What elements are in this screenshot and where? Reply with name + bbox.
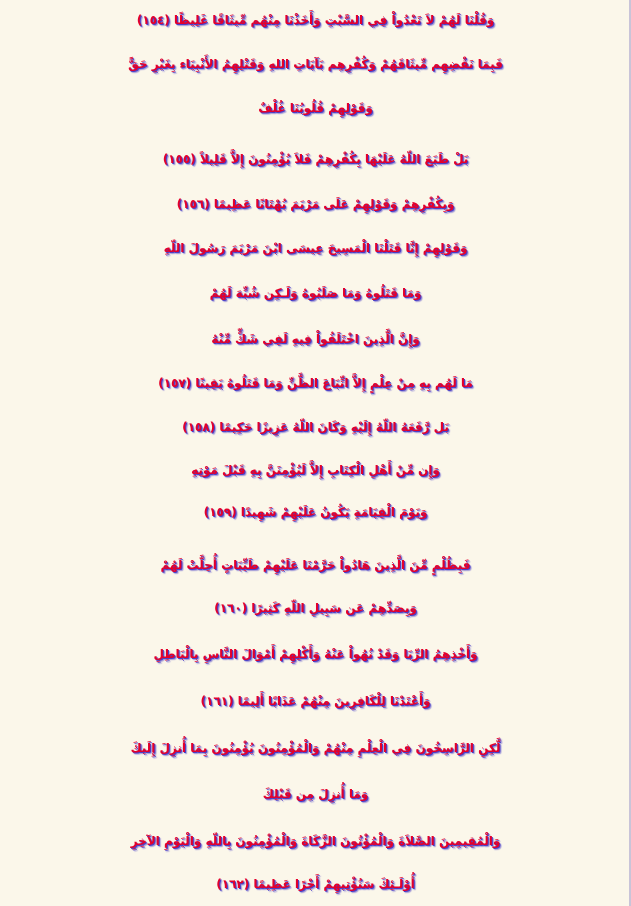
verse-line: وَبِكُفْرِهِمْ وَقَوْلِهِمْ عَلَى مَرْيَمَ بُهْتَانًا عَظِيمًا (١٥٦) [176, 197, 455, 211]
verse-line: وَأَخْذِهِمُ الرِّبَا وَقَدْ نُهُواْ عَنْهُ وَأَكْلِهِمْ أَمْوَالَ النَّاسِ بِالْبَاطِلِ [153, 647, 478, 661]
verse-line: وَقَوْلِهِمْ قُلُوبُنَا غُلْفٌ [258, 101, 373, 115]
verse-line: لَّكِنِ الرَّاسِخُونَ فِي الْعِلْمِ مِنْهُمْ وَالْمُؤْمِنُونَ يُؤْمِنُونَ بِمَا أُنزِلَ إِلَيكَ [130, 741, 501, 755]
verse-line: أُوْلَـئِكَ سَنُؤْتِيهِمْ أَجْرًا عَظِيمًا (١٦٢) [216, 877, 415, 891]
verse-line: وَالْمُقِيمِينَ الصَّلاَةَ وَالْمُؤْتُونَ الزَّكَاةَ وَالْمُؤْمِنُونَ بِاللّهِ وَالْيَوْمِ الآخِرِ [130, 834, 501, 848]
verse-line: مَا لَهُم بِهِ مِنْ عِلْمٍ إِلاَّ اتِّبَاعَ الظَّنِّ وَمَا قَتَلُوهُ يَقِينًا (١٥٧) [158, 376, 473, 390]
verse-line: بَل رَّفَعَهُ اللّهُ إِلَيْهِ وَكَانَ اللّهُ عَزِيزًا حَكِيمًا (١٥٨) [182, 420, 449, 434]
verse-line: وَإِنَّ الَّذِينَ اخْتَلَفُواْ فِيهِ لَفِي شَكٍّ مِّنْهُ [211, 332, 420, 346]
verse-line: وَإِن مِّنْ أَهْلِ الْكِتَابِ إِلاَّ لَيُؤْمِنَنَّ بِهِ قَبْلَ مَوْتِهِ [191, 463, 440, 477]
verse-line: وَقُلْنَا لَهُمْ لاَ تَعْدُواْ فِي السَّبْتِ وَأَخَذْنَا مِنْهُم مِّيثَاقًا غَلِيظًا (١٥٤) [136, 13, 495, 27]
verse-line: وَقَوْلِهِمْ إِنَّا قَتَلْنَا الْمَسِيحَ عِيسَى ابْنَ مَرْيَمَ رَسُولَ اللّهِ [163, 241, 468, 255]
verse-line: فَبِظُلْمٍ مِّنَ الَّذِينَ هَادُواْ حَرَّمْنَا عَلَيْهِمْ طَيِّبَاتٍ أُحِلَّتْ لَهُمْ [160, 558, 471, 572]
verse-line: وَبِصَدِّهِمْ عَن سَبِيلِ اللّهِ كَثِيرًا (١٦٠) [214, 601, 417, 615]
verse-line: بَلْ طَبَعَ اللّهُ عَلَيْهَا بِكُفْرِهِمْ فَلاَ يُؤْمِنُونَ إِلاَّ قَلِيلاً (١٥٥) [162, 152, 469, 166]
verse-line: فَبِمَا نَقْضِهِم مِّيثَاقَهُمْ وَكُفْرِهِم بَآيَاتِ اللهِ وَقَتْلِهِمُ الأَنْبِيَاء بِغَيْرِ حَقًّ [128, 57, 503, 71]
verse-line: وَمَا أُنزِلَ مِن قَبْلِكَ [262, 787, 369, 801]
verse-line: وَمَا قَتَلُوهُ وَمَا صَلَبُوهُ وَلَـكِن شُبِّهَ لَهُمْ [209, 286, 422, 300]
verse-line: وَأَعْتَدْنَا لِلْكَافِرِينَ مِنْهُمْ عَذَابًا أَلِيمًا (١٦١) [200, 694, 431, 708]
verse-line: وَيَوْمَ الْقِيَامَةِ يَكُونُ عَلَيْهِمْ شَهِيدًا (١٥٩) [203, 505, 428, 519]
